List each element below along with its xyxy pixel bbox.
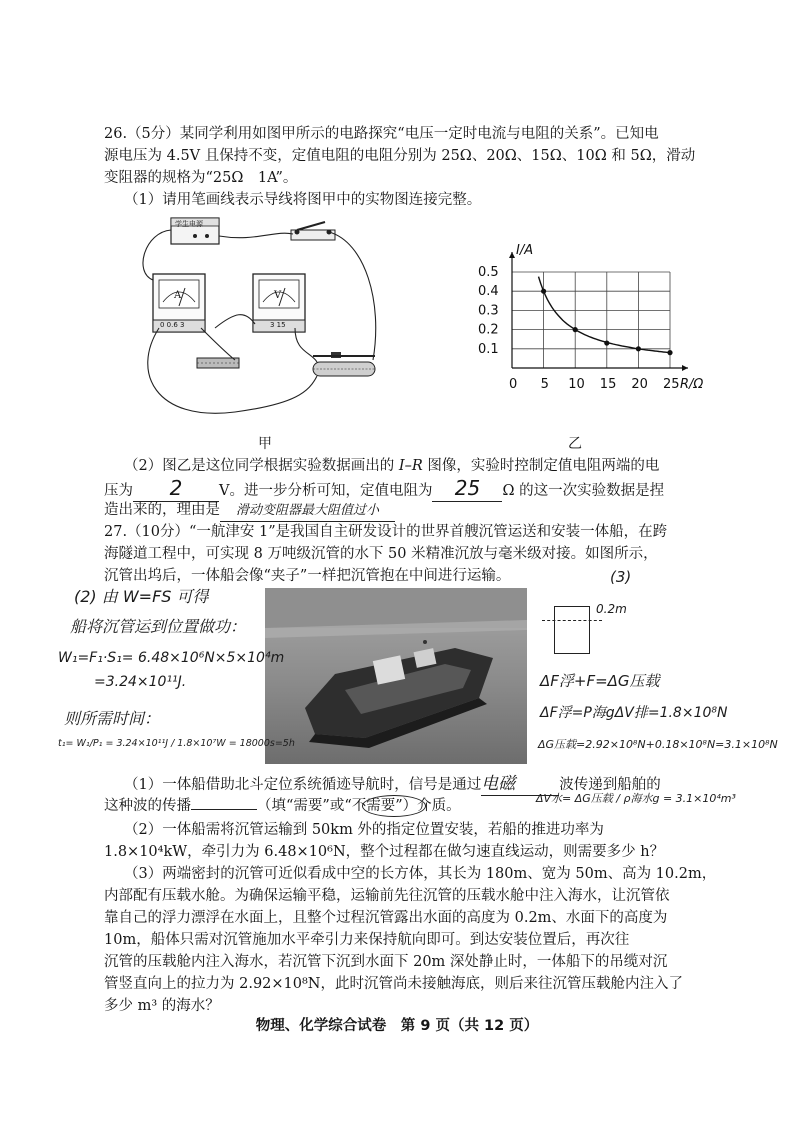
x-tick-label: 5 — [540, 377, 549, 392]
q27-part2-line2: 1.8×10⁴kW，牵引力为 6.48×10⁶N，整个过程都在做匀速直线运动，则需要多少 h？ — [104, 844, 665, 860]
y-tick-label: 0.2 — [478, 322, 499, 338]
handwriting-line12: ΔV水= ΔG压载 / ρ海水g = 3.1×10⁴m³ — [536, 792, 736, 805]
voltmeter-symbol: V — [274, 290, 282, 301]
q27-part3-line7: 多少 m³ 的海水？ — [104, 998, 220, 1014]
q26-line1: 26.（5分）某同学利用如图甲所示的电路探究“电压一定时电流与电阻的关系”。已知电 — [104, 126, 659, 142]
handwriting-line5: 则所需时间： — [64, 709, 161, 728]
voltage-answer: 2 — [169, 476, 183, 500]
reason-answer-blank[interactable] — [220, 500, 395, 522]
handwriting-line7: (3) — [610, 568, 632, 586]
wave-answer: 电磁 — [481, 774, 516, 794]
q27-line1: 27.（10分）“一航津安 1”是我国自主研发设计的世界首艘沉管运送和安装一体船，在跨 — [104, 524, 668, 540]
q27-part3-line5: 沉管的压载舱内注入海水，若沉管下沉到水面下 20m 深处静止时，一体船下的吊缆对沉 — [104, 954, 668, 970]
q26-part2-ir: I–R — [398, 458, 423, 474]
x-tick-label: 10 — [568, 377, 585, 392]
voltage-answer-blank[interactable] — [133, 478, 219, 502]
handwriting-line4: =3.24×10¹¹J. — [94, 674, 187, 690]
data-point — [667, 350, 672, 355]
ammeter-scale: 0 0.6 3 — [160, 321, 185, 329]
handwriting-line2: 船将沉管运到位置做功： — [70, 617, 247, 636]
i-r-chart — [470, 238, 704, 418]
q27-part3-line1: （3）两端密封的沉管可近似看成中空的长方体，其长为 180m、宽为 50m、高为 10.2m， — [124, 866, 717, 882]
q26-part1: （1）请用笔画线表示导线将图甲中的实物图连接完整。 — [124, 192, 482, 208]
resistor-answer: 25 — [454, 476, 481, 500]
medium-answer-blank[interactable] — [191, 809, 257, 810]
x-axis-arrow — [682, 365, 688, 371]
switch — [291, 222, 335, 240]
q26-part2-text-c: 图像，实验时控制定值电阻两端的电 — [422, 458, 660, 474]
q26-line3: 变阻器的规格为“25Ω 1A”。 — [104, 170, 298, 186]
q27-part3-line6: 管竖直向上的拉力为 2.92×10⁸N，此时沉管尚未接触海底，则后来往沉管压载舱内注入了 — [104, 976, 683, 992]
handwriting-line9: ΔF浮+F=ΔG压载 — [540, 672, 660, 690]
y-tick-label: 0.3 — [478, 303, 499, 319]
q26-part2-text-e: V。进一步分析可知，定值电阻为 — [219, 483, 433, 499]
data-point — [541, 289, 546, 294]
y-axis-arrow — [509, 252, 515, 258]
x-tick-label: 25 — [663, 377, 680, 392]
page-footer: 物理、化学综合试卷 第 9 页（共 12 页） — [255, 1018, 539, 1034]
x-tick-label: 15 — [599, 377, 617, 392]
figure-yi-caption: 乙 — [568, 436, 582, 452]
handwriting-line8: 0.2m — [596, 602, 627, 616]
q27-part2-line1: （2）一体船需将沉管运输到 50km 外的指定位置安装，若船的推进功率为 — [124, 822, 604, 838]
q26-part2-text-d: 压为 — [104, 483, 133, 499]
circuit-figure — [135, 212, 395, 427]
ship-photo-drawing — [265, 588, 527, 764]
q26-part2-text-f: Ω 的这一次实验数据是捏 — [502, 483, 665, 499]
y-tick-label: 0.1 — [478, 341, 499, 357]
q26-line2: 源电压为 4.5V 且保持不变，定值电阻的电阻分别为 25Ω、20Ω、15Ω、10Ω 和 5Ω，滑动 — [104, 148, 696, 164]
q26-part2-line2 — [104, 478, 664, 502]
handwriting-line10: ΔF浮=P海gΔV排=1.8×10⁸N — [540, 705, 728, 721]
handwriting-line3: W₁=F₁·S₁= 6.48×10⁶N×5×10⁴m — [58, 650, 285, 666]
q26-part2-line3 — [104, 500, 395, 522]
figure-jia-caption: 甲 — [258, 436, 272, 452]
x-tick-label: 0 — [509, 377, 518, 392]
cross-section-sketch — [554, 606, 590, 654]
y-axis-label: I/A — [516, 243, 534, 258]
reason-answer: 滑动变阻器最大阻值过小 — [235, 503, 379, 518]
circled-answer — [362, 795, 426, 817]
q27-part1-text-c: 这种波的传播 — [104, 798, 191, 814]
ship-photo — [265, 588, 527, 764]
voltmeter-scale: 3 15 — [270, 321, 286, 329]
x-axis-label: R/Ω — [680, 377, 704, 392]
rheostat — [313, 352, 375, 376]
y-tick-label: 0.5 — [478, 265, 499, 280]
handwriting-line11: ΔG压载=2.92×10⁸N+0.18×10⁸N=3.1×10⁸N — [538, 738, 778, 751]
q27-part1-text-d: （填“需要”或“不需要”）介质。 — [257, 798, 461, 814]
q26-part2-line1 — [124, 456, 659, 476]
power-supply-label: 学生电源 — [175, 220, 203, 228]
q26-part2-text-a: （2）图乙是这位同学根据实验数据画出的 — [124, 458, 399, 474]
water-line — [542, 620, 602, 621]
data-point — [604, 340, 609, 345]
x-tick-label: 20 — [631, 377, 648, 392]
handwriting-line1: (2) 由 W=FS 可得 — [74, 587, 209, 606]
q27-line2: 海隧道工程中，可实现 8 万吨级沉管的水下 50 米精准沉放与毫米级对接。如图所示， — [104, 546, 658, 562]
data-point — [636, 346, 641, 351]
handwriting-line6: t₁= W₁/P₁ = 3.24×10¹¹J / 1.8×10⁷W = 18000s=5h — [58, 738, 295, 749]
resistor-answer-blank[interactable] — [432, 478, 502, 502]
q27-part3-line2: 内部配有压载水舱。为确保运输平稳，运输前先往沉管的压载水舱中注入海水，让沉管依 — [104, 888, 670, 904]
series-curve — [539, 277, 671, 353]
data-point — [573, 327, 578, 332]
q27-part3-line3: 靠自己的浮力漂浮在水面上，且整个过程沉管露出水面的高度为 0.2m、水面下的高度为 — [104, 910, 668, 926]
q26-part2-text-g: 造出来的，理由是 — [104, 502, 220, 518]
q27-line3: 沉管出坞后，一体船会像“夹子”一样把沉管抱在中间进行运输。 — [104, 568, 511, 584]
y-tick-label: 0.4 — [478, 284, 499, 300]
ammeter-symbol: A — [174, 290, 182, 301]
q27-part1-text-a: （1）一体船借助北斗定位系统循迹导航时，信号是通过 — [124, 777, 482, 793]
q27-part1-text-b: 波传递到船舶的 — [559, 777, 661, 793]
q27-part3-line4: 10m，船体只需对沉管施加水平牵引力来保持航向即可。到达安装位置后，再次往 — [104, 932, 630, 948]
